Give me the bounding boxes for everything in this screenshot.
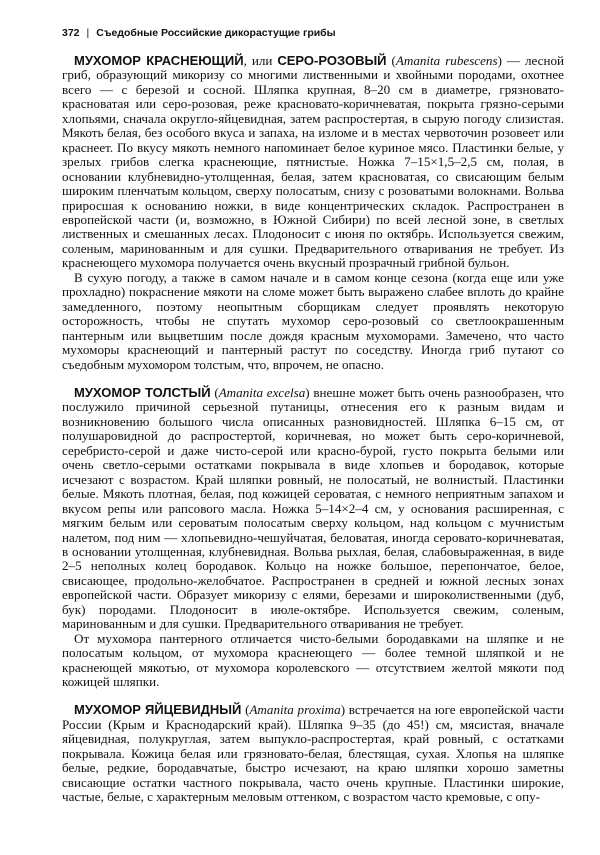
body-text	[62, 54, 564, 805]
entry-paragraph	[62, 386, 564, 632]
latin-open: (	[386, 53, 396, 68]
entry-description: внешне может быть очень разнообразен, что послужило причиной серьезной путаницы, отнесения его к разным видам и возникновению большого числа описанных разновидностей. Шляпка 6–15 см, от полушаровидной до распростертой, коричневая, но может быть серо-коричневой, серебристо-серой и даже чисто-серой или красно-бурой, густо покрыта белыми или очень светло-серыми остатками покрывала в виде хлопьев и бородавок, которые исчезают с возрастом. Край шляпки ровный, не полосатый, не волнистый. Пластинки белые. Мякоть плотная, белая, под кожицей сероватая, с немного неприятным запахом и вкусом репы или рапсового масла. Ножка 5–14×2–4 см, у основания расширенная, с мягким белым или сероватым полосатым сверху кольцом, над кольцом с мучнистым налетом, под ним — хлопьевидно-чешуйчатая, беловатая, иногда серовато-коричневатая, в основании утолщенная, клубневидная. Вольва рыхлая, белая, слабовыраженная, в виде 2–5 неполных колец бородавок. Кольцо на ножке большое, перепончатое, белое, свисающее, продольно-желобчатое. Распространен в средней и южной лесных зонах европейской части. Образует микоризу с елями, березами и широколиственными (дуб, бук) породами. Плодоносит в июле-октябре. Используется свежим, соленым, маринованным и для сушки. Предварительного отваривания не требует.	[62, 384, 565, 632]
book-title: Съедобные Российские дикорастущие грибы	[96, 27, 336, 39]
latin-close: )	[305, 384, 310, 400]
running-header	[62, 27, 336, 39]
species-title: МУХОМОР ЯЙЦЕВИДНЫЙ	[74, 702, 242, 718]
species-title: МУХОМОР КРАСНЕЮЩИЙ	[74, 53, 244, 68]
latin-open: (	[210, 384, 219, 400]
latin-name: Amanita proxima	[249, 702, 341, 718]
entry-note: В сухую погоду, а также в самом начале и в самом конце сезона (когда еще или уже прохладно) покраснение мякоти на сломе может быть выражено слабее вплоть до крайне замедленного, поэтому неопытным сборщикам следует проявлять некоторую осторожность, чтобы не спутать мухомор серо-розовый со светлоокрашенным пантерным или выцветшим после дождя красным мухоморами. Замечено, что часто мухоморы краснеющий и пантерный растут по соседству. Иногда гриб путают со съедобным мухомором толстым, что, впрочем, не опасно.	[62, 269, 564, 372]
latin-close: )	[340, 702, 346, 718]
entry-description: — лесной гриб, образующий микоризу со многими лиственными и хвойными породами, охотнее всего — с березой и сосной. Шляпка крупная, 8–20 см в диаметре, грязновато-красноватая или серо-розовая, реже красновато-коричневатая, покрыта грязно-серыми хлопьями, сначала округло-яйцевидная, затем распростертая, в сырую погоду слизистая. Мякоть белая, без особого вкуса и запаха, на изломе и в местах червоточин розовеет или краснеет. По вкусу мякоть немного напоминает белое куриное мясо. Пластинки белые, у зрелых грибов слегка краснеющие, пятнистые. Ножка 7–15×1,5–2,5 см, полая, в основании клубневидно-утолщенная, белая, затем красноватая, со свисающим белым широким пленчатым кольцом, сверху полосатым, снизу с розоватыми волокнами. Вольва приросшая к основанию ножки, в виде концентрических складок. Распространен в европейской части (и, возможно, в Южной Сибири) по всей лесной зоне, в светлых лиственных и смешанных лесах. Плодоносит с июня по октябрь. Используется свежим, соленым, маринованным и для сушки. Предварительного отваривания не требует. Из краснеющего мухомора получается очень вкусный прозрачный грибной бульон.	[62, 53, 565, 271]
latin-name: Amanita rubescens	[395, 53, 498, 68]
entry-note: От мухомора пантерного отличается чисто-белыми бородавками на шляпке и не полосатым кольцом, от мухомора краснеющего — более темной шляпкой и не краснеющей мякотью, от мухомора королевского — отсутствием желтой мякоти под кожицей шляпки.	[62, 630, 564, 690]
title-connector: , или	[243, 53, 278, 68]
page-number: 372	[62, 27, 80, 39]
latin-open: (	[241, 702, 250, 718]
species-title-alt: СЕРО-РОЗОВЫЙ	[277, 53, 387, 68]
latin-close: )	[497, 53, 502, 68]
entry-paragraph	[62, 703, 564, 804]
species-title: МУХОМОР ТОЛСТЫЙ	[74, 384, 211, 400]
latin-name: Amanita excelsa	[218, 384, 306, 400]
entry-paragraph	[62, 54, 564, 271]
entry-description: встречается на юге европейской части России (Крым и Краснодарский край). Шляпка 9–35 (до 45!) см, мясистая, вначале яйцевидная, полукруглая, затем выпукло-распростертая, край ровный, с остатками покрывала. Кожица белая или грязновато-белая, блестящая, сухая. Хлопья на шляпке белые, редкие, бородавчатые, быстро исчезают, на краю шляпки хорошо заметны свисающие остатки частного покрывала, часто очень крупные. Пластинки широкие, частые, белые, с характерным меловым оттенком, с возрастом часто кремовые, с опу-	[62, 702, 564, 805]
header-separator: |	[86, 27, 90, 39]
